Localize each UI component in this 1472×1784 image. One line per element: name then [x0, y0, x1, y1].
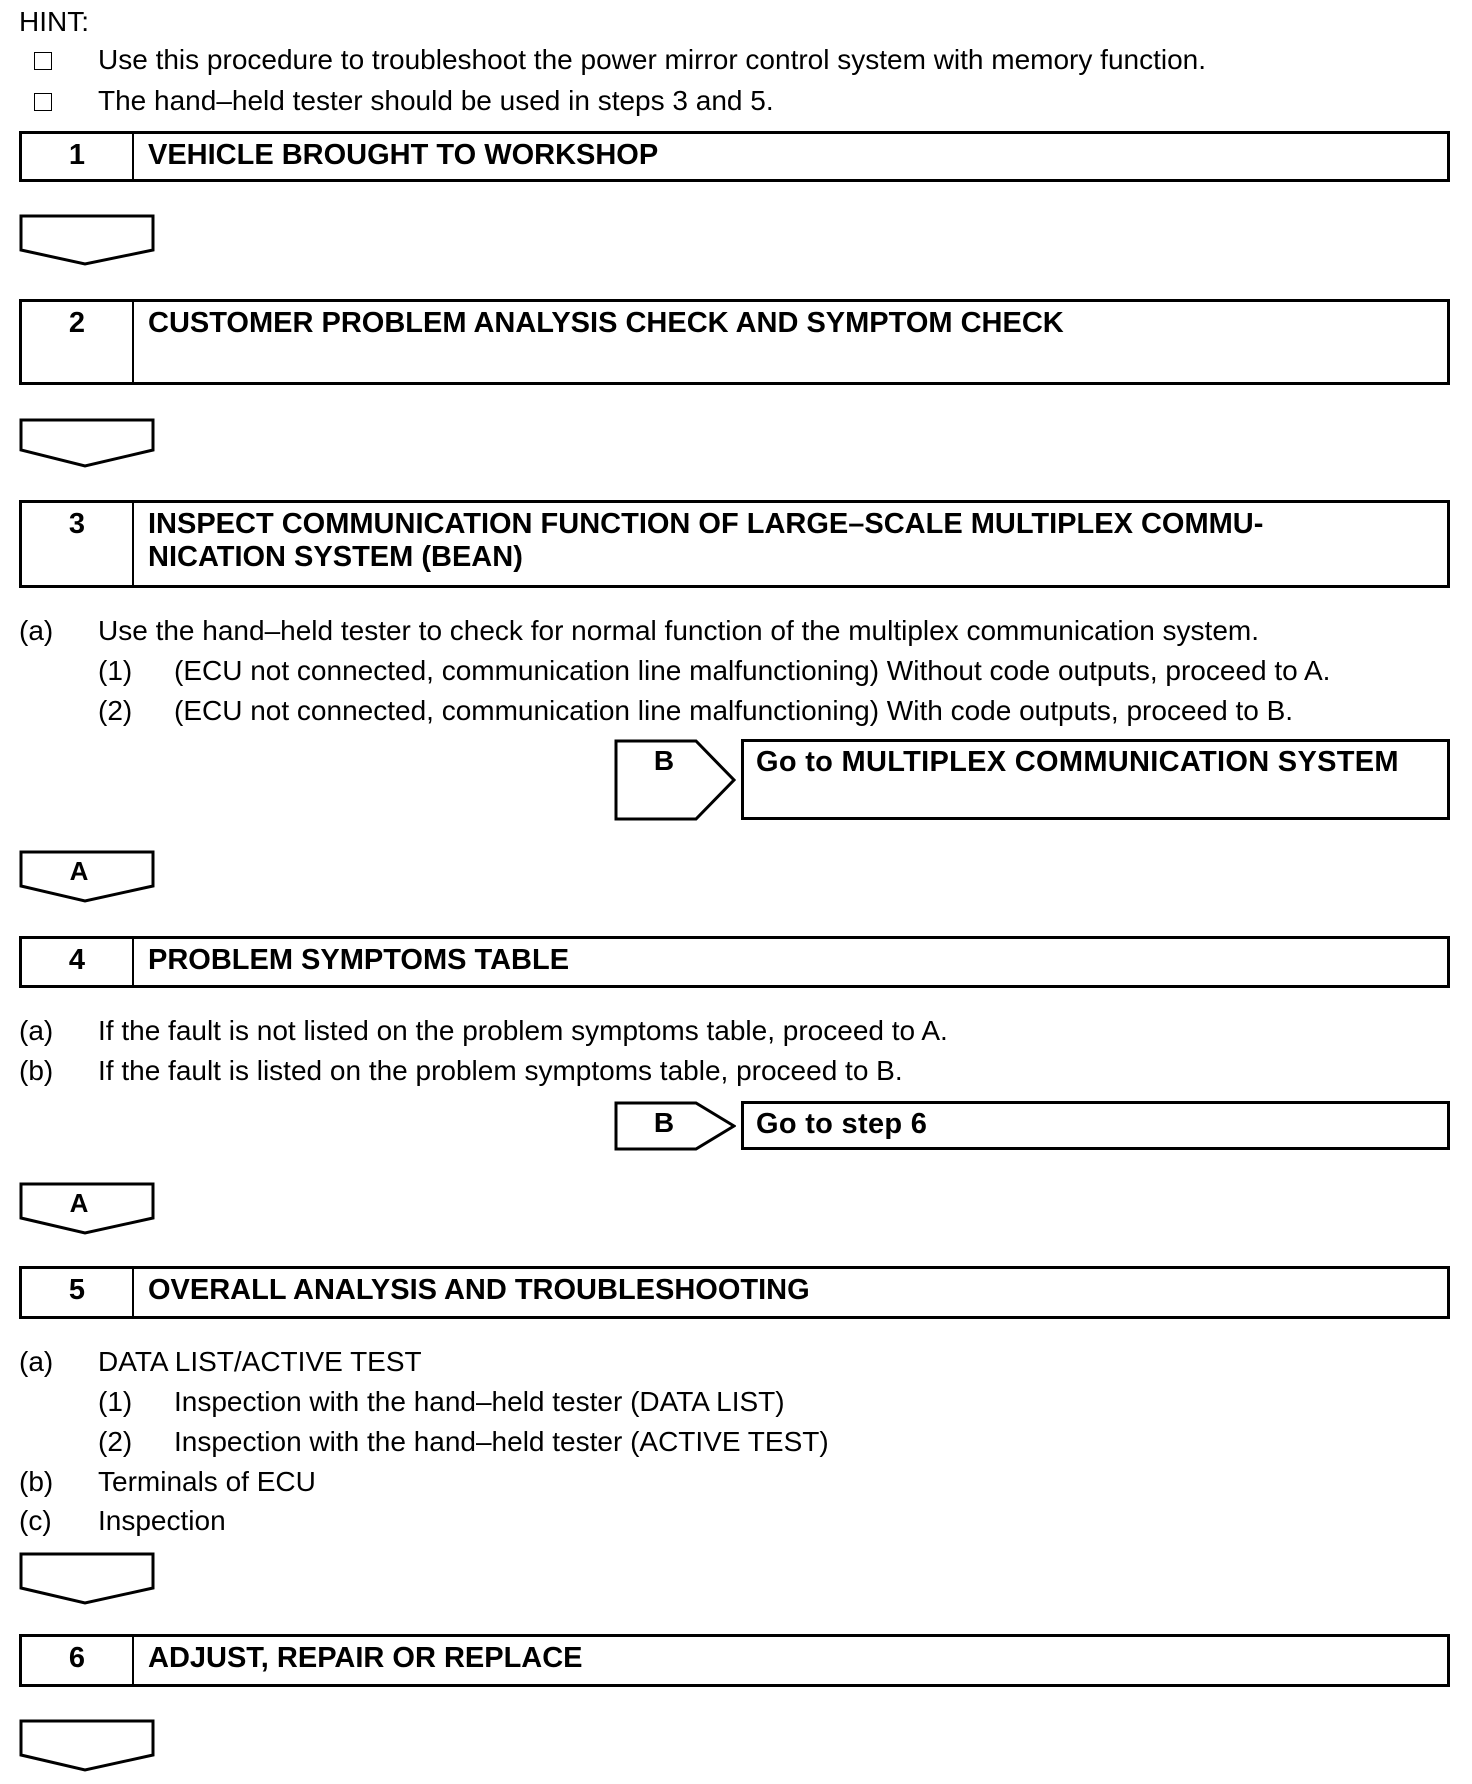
- arrow-label: A: [69, 856, 89, 886]
- item-label: (a): [19, 1015, 54, 1046]
- step-2-box: [19, 299, 1450, 385]
- flow-down-arrow-icon: [19, 418, 155, 470]
- flow-down-arrow-a: [19, 1182, 155, 1236]
- hint-item: The hand–held tester should be used in steps 3 and 5.: [98, 85, 774, 116]
- item-label: (1): [98, 655, 133, 686]
- item-label: (b): [19, 1466, 54, 1497]
- item-label: (2): [98, 1426, 133, 1457]
- item-text: (ECU not connected, communication line malfunctioning) With code outputs, proceed to B.: [174, 695, 1294, 726]
- step-title: OVERALL ANALYSIS AND TROUBLESHOOTING: [148, 1274, 810, 1306]
- step-number: 3: [22, 503, 134, 585]
- item-text: Inspection: [98, 1505, 226, 1536]
- step-number: 4: [22, 939, 134, 985]
- hint-item: Use this procedure to troubleshoot the power mirror control system with memory function.: [98, 44, 1207, 75]
- checkbox-icon: [34, 52, 52, 70]
- branch-label: B: [653, 1107, 675, 1138]
- step-title: PROBLEM SYMPTOMS TABLE: [148, 944, 570, 976]
- step-number: 6: [22, 1637, 134, 1684]
- item-text: If the fault is listed on the problem symptoms table, proceed to B.: [98, 1055, 903, 1086]
- step-number: 2: [22, 302, 134, 382]
- flow-down-arrow-icon: [19, 1552, 155, 1606]
- step-title-line: NICATION SYSTEM (BEAN): [148, 541, 523, 573]
- flow-down-arrow-icon: [19, 1719, 155, 1773]
- step-6-box: [19, 1634, 1450, 1687]
- step-title-line: INSPECT COMMUNICATION FUNCTION OF LARGE–SCALE MULTIPLEX COMMU-: [148, 508, 1264, 540]
- step-title: ADJUST, REPAIR OR REPLACE: [148, 1642, 583, 1674]
- step-title: VEHICLE BROUGHT TO WORKSHOP: [148, 139, 659, 171]
- item-text: Terminals of ECU: [98, 1466, 316, 1497]
- branch-target-box: Go to step 6: [741, 1101, 1450, 1150]
- step-title: [148, 508, 1433, 574]
- step-number: 1: [22, 134, 134, 179]
- step-title: CUSTOMER PROBLEM ANALYSIS CHECK AND SYMPTOM CHECK: [148, 307, 1064, 339]
- item-label: (a): [19, 615, 54, 646]
- hint-label: HINT:: [19, 6, 89, 37]
- item-label: (c): [19, 1505, 52, 1536]
- branch-target-box: Go to MULTIPLEX COMMUNICATION SYSTEM: [741, 739, 1450, 820]
- flow-down-arrow-a: [19, 850, 155, 904]
- item-text: Inspection with the hand–held tester (ACTIVE TEST): [174, 1426, 829, 1457]
- item-text: DATA LIST/ACTIVE TEST: [98, 1346, 422, 1377]
- branch-b-arrow: [614, 739, 736, 826]
- step-number: 5: [22, 1269, 134, 1316]
- checkbox-icon: [34, 93, 52, 111]
- item-label: (1): [98, 1386, 133, 1417]
- flow-down-arrow-icon: [19, 214, 155, 266]
- item-label: (b): [19, 1055, 54, 1086]
- item-text: Use the hand–held tester to check for normal function of the multiplex communication system.: [98, 615, 1260, 646]
- item-text: (ECU not connected, communication line malfunctioning) Without code outputs, proceed to A.: [174, 655, 1331, 686]
- item-text: If the fault is not listed on the problem symptoms table, proceed to A.: [98, 1015, 948, 1046]
- item-label: (a): [19, 1346, 54, 1377]
- item-text: Inspection with the hand–held tester (DATA LIST): [174, 1386, 785, 1417]
- step-5-box: [19, 1266, 1450, 1319]
- step-3-box: [19, 500, 1450, 588]
- step-1-box: [19, 131, 1450, 182]
- item-label: (2): [98, 695, 133, 726]
- arrow-label: A: [69, 1188, 89, 1218]
- step-4-box: [19, 936, 1450, 988]
- branch-label: B: [653, 745, 675, 776]
- branch-b-arrow: [614, 1101, 736, 1156]
